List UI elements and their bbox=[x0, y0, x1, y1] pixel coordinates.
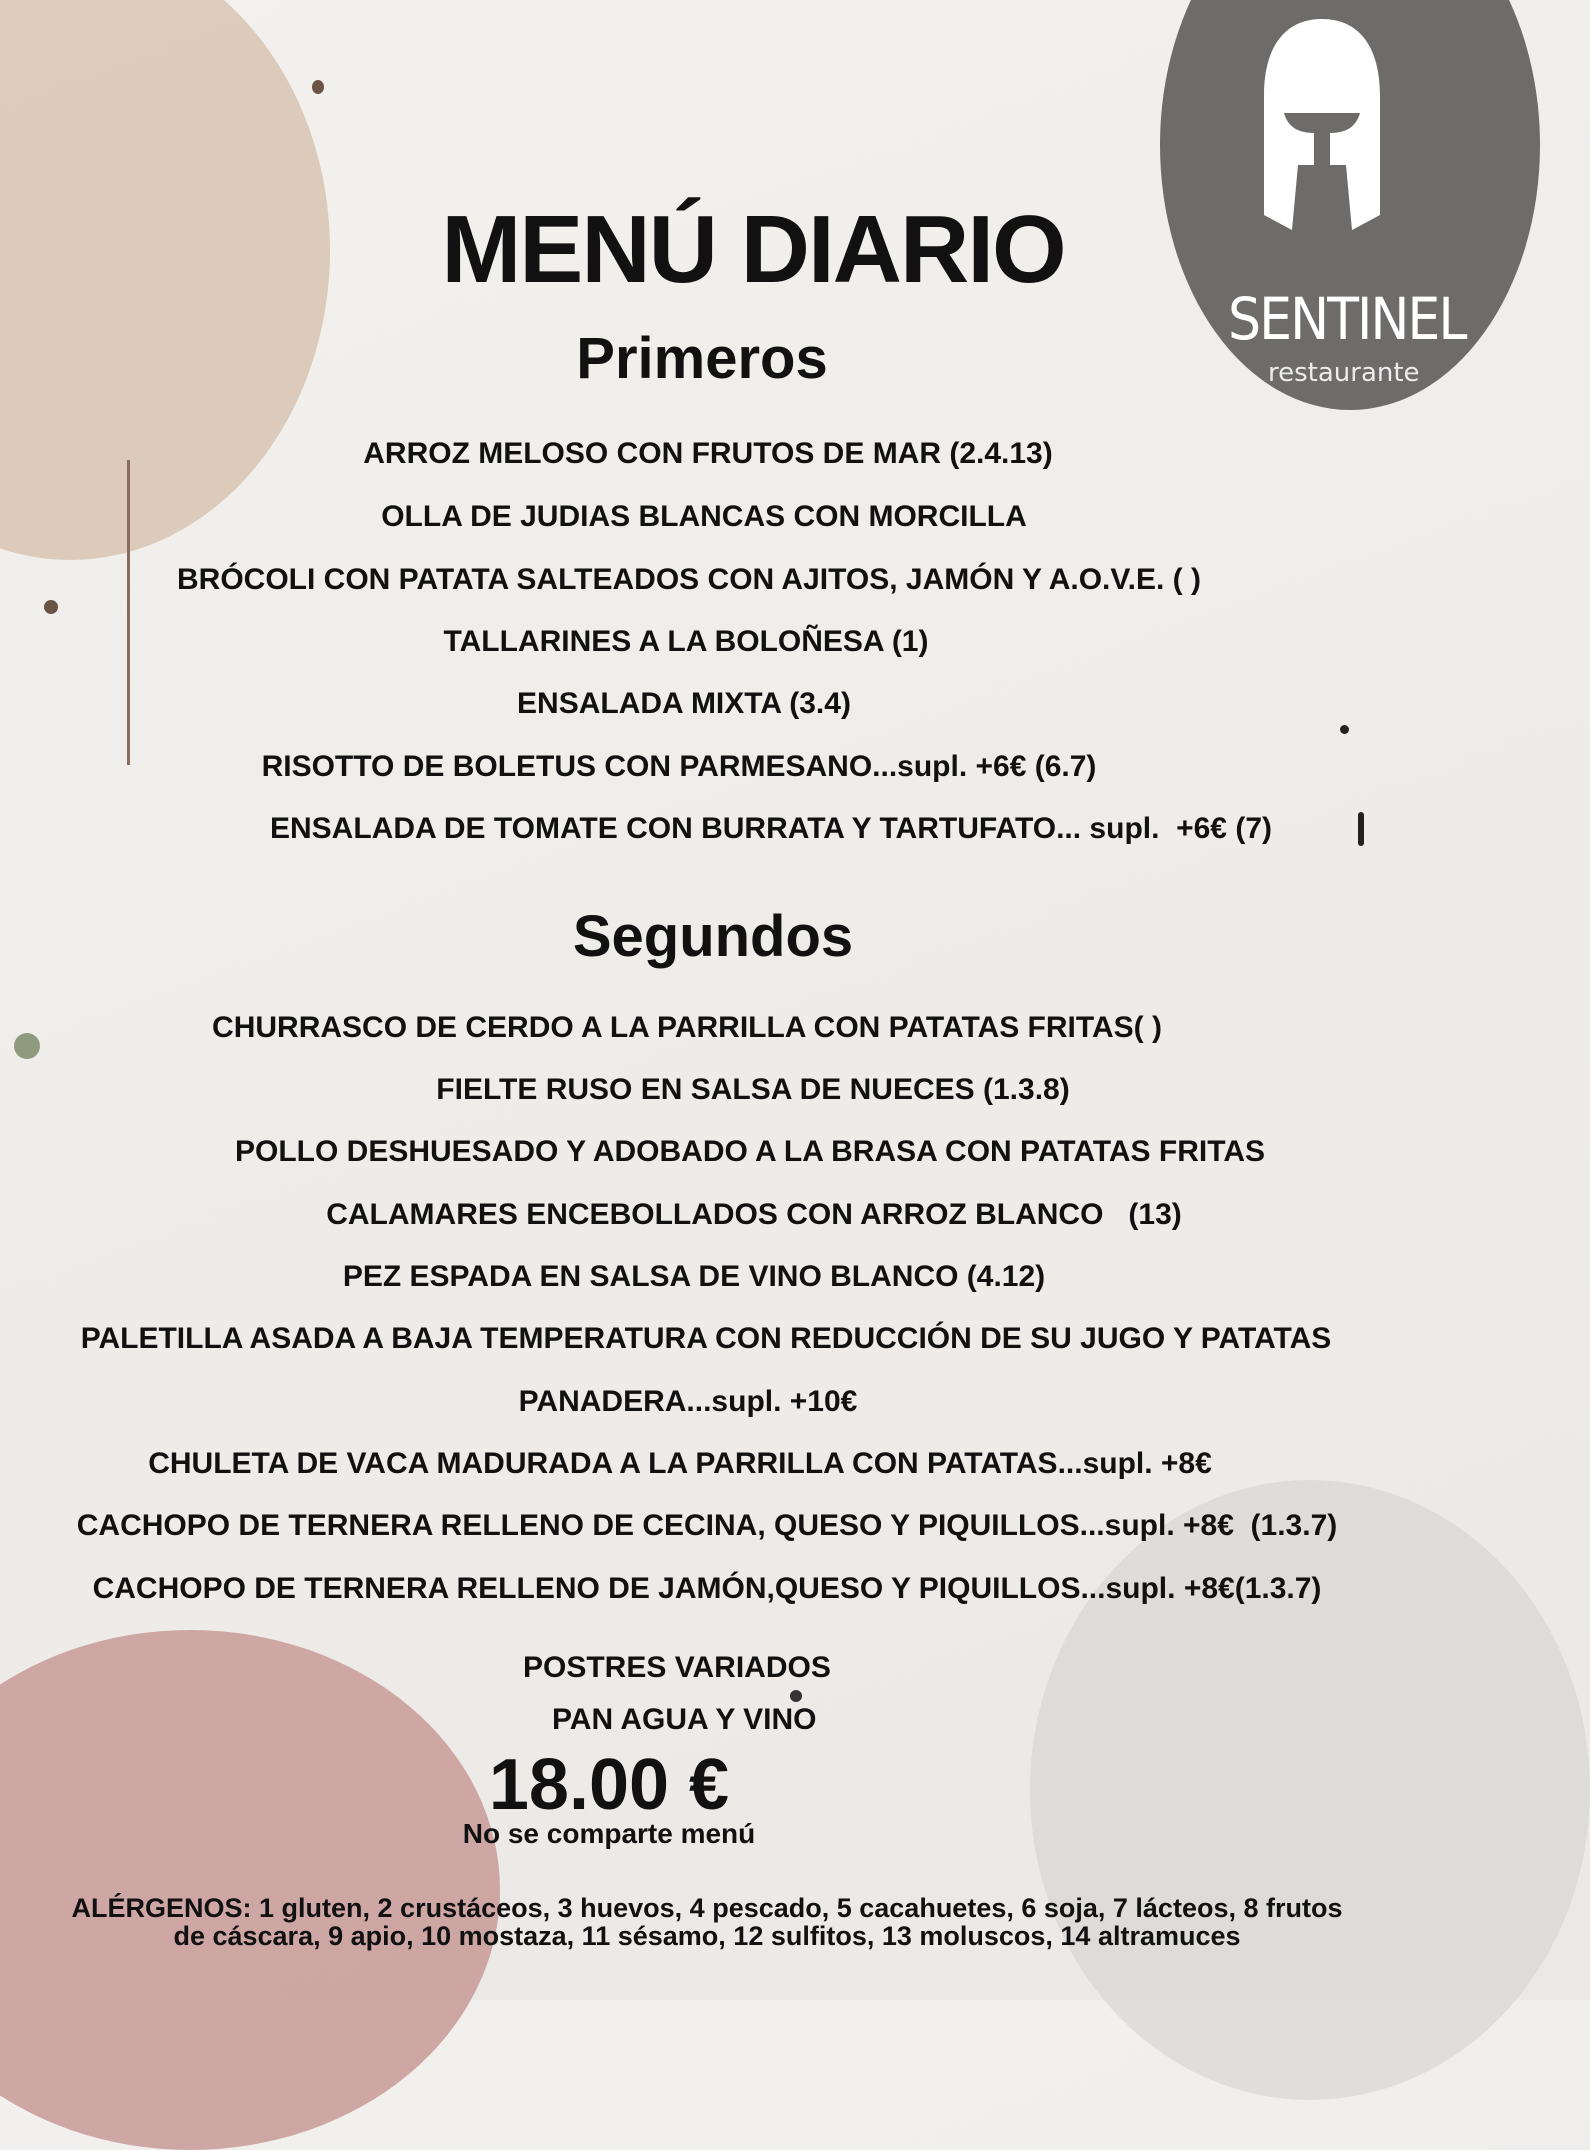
allergens-line: de cáscara, 9 apio, 10 mostaza, 11 sésamo, 12 sulfitos, 13 moluscos, 14 altramuces bbox=[173, 1921, 1241, 1951]
menu-item: ENSALADA MIXTA (3.4) bbox=[517, 687, 851, 720]
menu-item: PANADERA...supl. +10€ bbox=[518, 1385, 858, 1418]
menu-item: CACHOPO DE TERNERA RELLENO DE CECINA, QUESO Y PIQUILLOS...supl. +8€ (1.3.7) bbox=[76, 1509, 1338, 1542]
menu-price: 18.00 € bbox=[488, 1745, 730, 1825]
brand-subtitle: restaurante bbox=[1268, 358, 1420, 388]
menu-item: TALLARINES A LA BOLOÑESA (1) bbox=[443, 625, 929, 658]
menu-item: ENSALADA DE TOMATE CON BURRATA Y TARTUFATO... supl. +6€ (7) bbox=[269, 812, 1272, 845]
decorative-dot bbox=[44, 600, 58, 614]
menu-note: No se comparte menú bbox=[462, 1818, 756, 1849]
bebida-label: PAN AGUA Y VINO bbox=[552, 1703, 817, 1736]
section-title-segundos: Segundos bbox=[572, 904, 854, 969]
allergens-line: ALÉRGENOS: 1 gluten, 2 crustáceos, 3 huevos, 4 pescado, 5 cacahuetes, 6 soja, 7 lácteos, 8 frutos bbox=[71, 1893, 1343, 1923]
menu-item: CALAMARES ENCEBOLLADOS CON ARROZ BLANCO (13) bbox=[326, 1198, 1182, 1231]
menu-item: BRÓCOLI CON PATATA SALTEADOS CON AJITOS, JAMÓN Y A.O.V.E. ( ) bbox=[177, 563, 1201, 596]
menu-item: CACHOPO DE TERNERA RELLENO DE JAMÓN,QUESO Y PIQUILLOS...supl. +8€(1.3.7) bbox=[92, 1572, 1322, 1605]
menu-item: RISOTTO DE BOLETUS CON PARMESANO...supl. +6€ (6.7) bbox=[261, 750, 1097, 783]
allergens-legend bbox=[20, 1894, 1394, 1950]
menu-item: FIELTE RUSO EN SALSA DE NUECES (1.3.8) bbox=[436, 1073, 1070, 1106]
decorative-blob-rose bbox=[0, 1630, 500, 2150]
menu-item: CHURRASCO DE CERDO A LA PARRILLA CON PATATAS FRITAS( ) bbox=[212, 1011, 1162, 1044]
menu-item: PEZ ESPADA EN SALSA DE VINO BLANCO (4.12) bbox=[342, 1260, 1046, 1293]
menu-item: OLLA DE JUDIAS BLANCAS CON MORCILLA bbox=[381, 500, 1027, 533]
section-title-primeros: Primeros bbox=[576, 326, 828, 391]
menu-item: ARROZ MELOSO CON FRUTOS DE MAR (2.4.13) bbox=[363, 437, 1053, 470]
menu-item: PALETILLA ASADA A BAJA TEMPERATURA CON REDUCCIÓN DE SU JUGO Y PATATAS bbox=[80, 1322, 1332, 1355]
menu-item: POLLO DESHUESADO Y ADOBADO A LA BRASA CON PATATAS FRITAS bbox=[234, 1135, 1266, 1168]
postres-label: POSTRES VARIADOS bbox=[523, 1651, 831, 1684]
menu-item: CHULETA DE VACA MADURADA A LA PARRILLA CON PATATAS...supl. +8€ bbox=[148, 1447, 1212, 1480]
brand-name: SENTINEL bbox=[1228, 285, 1466, 353]
decorative-dot bbox=[1340, 725, 1349, 734]
page-title: MENÚ DIARIO bbox=[441, 196, 1065, 303]
decorative-dot bbox=[312, 80, 324, 94]
